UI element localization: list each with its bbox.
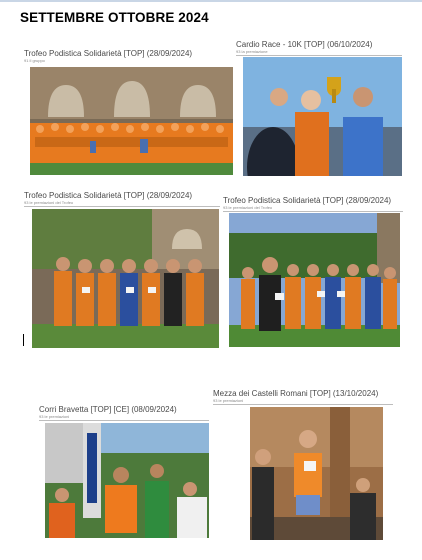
photo-corri-bravetta[interactable] xyxy=(45,423,209,538)
text-cursor xyxy=(23,334,24,346)
card-4-subtitle: 93 le premiazioni del Trofeo xyxy=(223,205,273,210)
card-3-title: Trofeo Podistica Solidarietà [TOP] (28/09/2024) xyxy=(24,191,193,200)
top-border xyxy=(0,0,422,2)
card-3-divider xyxy=(24,206,220,207)
photo-card-1 xyxy=(24,49,234,63)
photo-card-2 xyxy=(236,40,402,56)
card-1-title: Trofeo Podistica Solidarietà [TOP] (28/09/2024) xyxy=(24,49,193,58)
card-3-subtitle: 93 le premiazioni del Trofeo xyxy=(24,200,74,205)
photo-trofeo-premiazione-1[interactable] xyxy=(32,209,219,348)
card-5-divider xyxy=(39,420,209,421)
card-1-subtitle: 91 il gruppo xyxy=(24,58,45,63)
card-2-divider xyxy=(236,55,402,56)
page-title: SETTEMBRE OTTOBRE 2024 xyxy=(20,10,209,25)
photo-group-trofeo[interactable] xyxy=(30,67,233,175)
photo-mezza-castelli-romani[interactable] xyxy=(250,407,383,540)
card-6-subtitle: 93 le premiazioni xyxy=(213,398,244,403)
card-2-title: Cardio Race - 10K [TOP] (06/10/2024) xyxy=(236,40,373,49)
card-5-subtitle: 93 le premiazioni xyxy=(39,414,70,419)
photo-cardio-race-award[interactable] xyxy=(243,57,402,176)
card-4-divider xyxy=(223,211,403,212)
card-6-title: Mezza dei Castelli Romani [TOP] (13/10/2024) xyxy=(213,389,379,398)
photo-card-3 xyxy=(24,191,220,207)
card-4-title: Trofeo Podistica Solidarietà [TOP] (28/09/2024) xyxy=(223,196,392,205)
photo-card-4 xyxy=(223,196,403,212)
card-6-divider xyxy=(213,404,393,405)
photo-card-5 xyxy=(39,405,209,421)
photo-trofeo-premiazione-2[interactable] xyxy=(229,213,400,347)
card-2-subtitle: 93 la premiazione xyxy=(236,49,268,54)
card-5-title: Corri Bravetta [TOP] [CE] (08/09/2024) xyxy=(39,405,177,414)
photo-card-6 xyxy=(213,389,393,405)
